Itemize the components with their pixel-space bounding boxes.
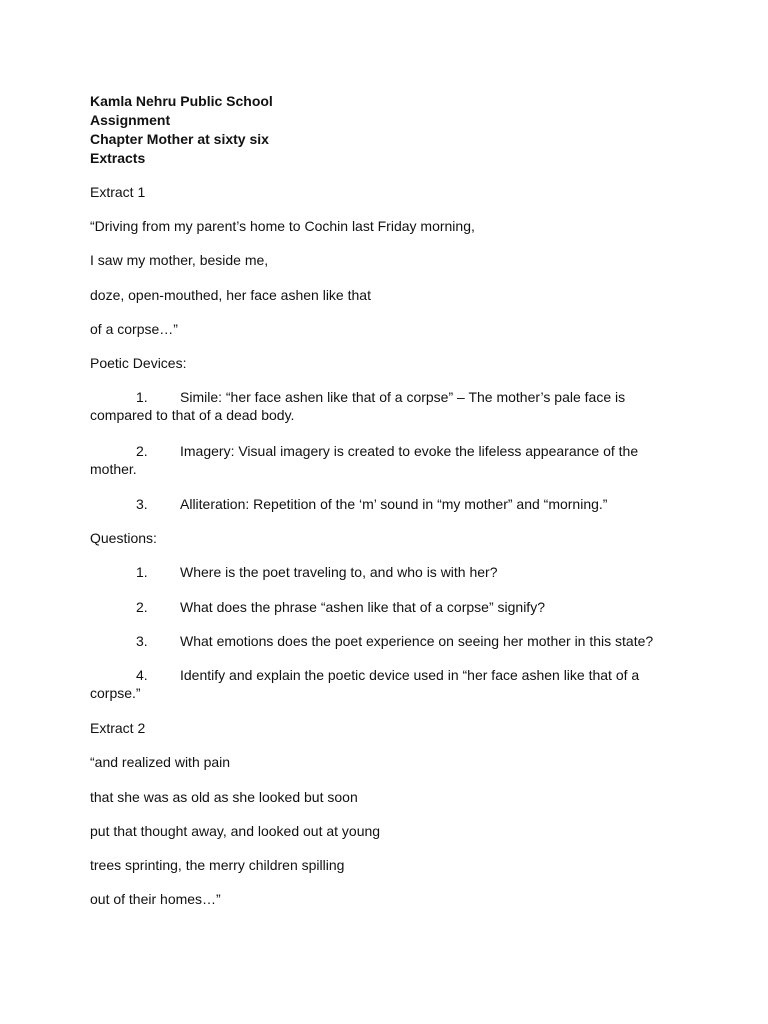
device-number: 3. [136,496,148,512]
extract1-line: “Driving from my parent’s home to Cochin last Friday morning, [90,218,475,234]
poetic-devices-heading: Poetic Devices: [90,355,187,371]
device-item [90,495,650,513]
extract1-title: Extract 1 [90,184,146,200]
school-name: Kamla Nehru Public School [90,93,273,109]
device-item [90,388,650,424]
device-item [90,442,650,478]
extract2-line: “and realized with pain [90,754,231,770]
extract1-line: of a corpse…” [90,321,178,337]
extract1-line: I saw my mother, beside me, [90,252,269,268]
device-number: 1. [136,389,148,405]
device-text: Simile: “her face ashen like that of a corpse” – The mother’s pale face is compared to that of a dead body. [90,389,626,423]
extract2-line: that she was as old as she looked but soon [90,789,358,805]
section-title: Extracts [90,150,146,166]
question-item [90,598,660,616]
questions-heading: Questions: [90,530,157,546]
extract2-line: out of their homes…” [90,891,221,907]
chapter-title: Chapter Mother at sixty six [90,131,269,147]
question-item [90,563,660,581]
device-number: 2. [136,443,148,459]
question-text: Where is the poet traveling to, and who is with her? [180,564,498,580]
question-text: What emotions does the poet experience on seeing her mother in this state? [180,633,654,649]
question-text: What does the phrase “ashen like that of a corpse” signify? [180,599,545,615]
question-number: 2. [136,599,148,615]
question-item [90,666,650,702]
device-text: Alliteration: Repetition of the ‘m’ sound in “my mother” and “morning.” [180,496,608,512]
question-number: 3. [136,633,148,649]
question-text: Identify and explain the poetic device used in “her face ashen like that of a corpse.” [90,667,640,701]
question-item [90,632,660,650]
extract2-title: Extract 2 [90,720,146,736]
extract1-line: doze, open-mouthed, her face ashen like that [90,287,371,303]
extract2-line: put that thought away, and looked out at young [90,823,381,839]
extract2-line: trees sprinting, the merry children spilling [90,857,345,873]
assignment-label: Assignment [90,112,171,128]
question-number: 4. [136,667,148,683]
device-text: Imagery: Visual imagery is created to evoke the lifeless appearance of the mother. [90,443,639,477]
question-number: 1. [136,564,148,580]
